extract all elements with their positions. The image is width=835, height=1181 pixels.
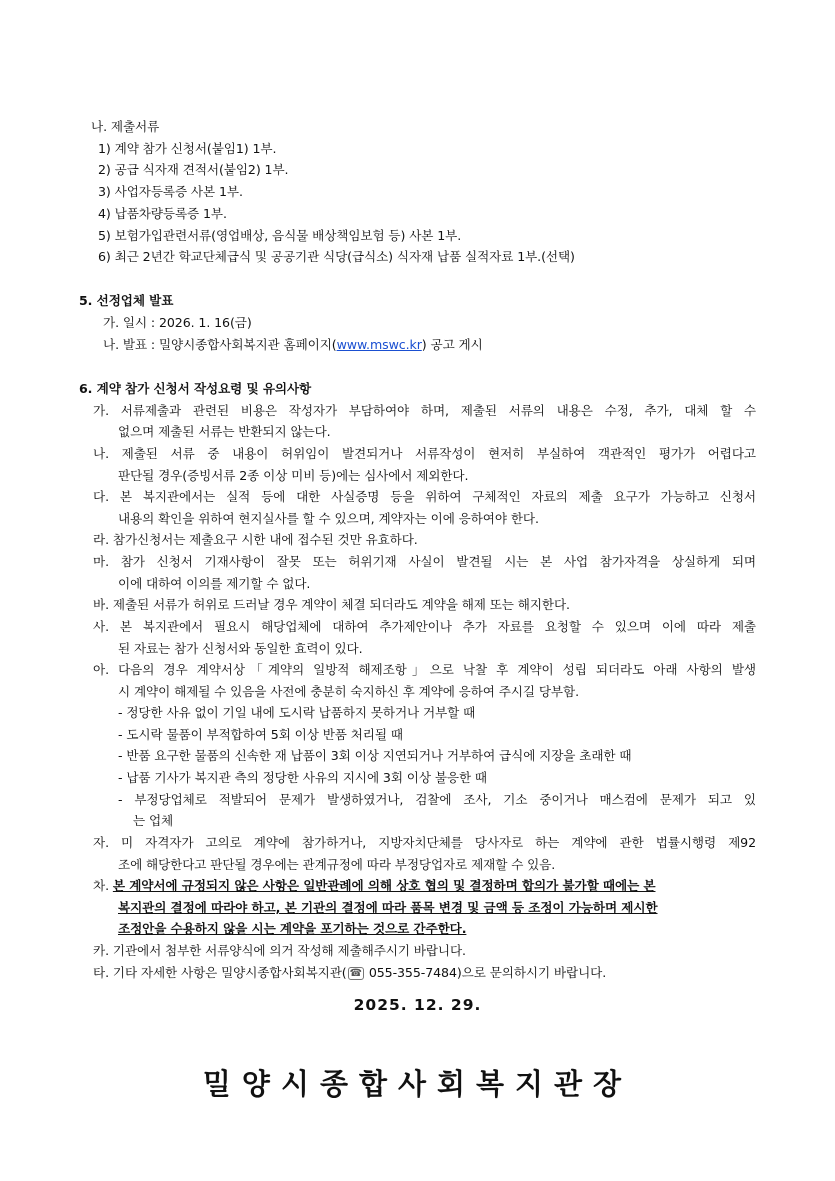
clause-ga-line2: 없으며 제출된 서류는 반환되지 않는다. (118, 424, 331, 439)
clause-ta-suffix: 055-355-7484)으로 문의하시기 바랍니다. (364, 965, 607, 980)
clause-da-line1: 다. 본 복지관에서는 실적 등에 대한 사실증명 등을 위하여 구체적인 자료의 제출 요구가 가능하고 신청서 (93, 489, 756, 504)
clause-cha-emphasis-2: 복지관의 결정에 따라야 하고, 본 기관의 결정에 따라 품목 변경 및 금액 등 조정이 가능하며 제시한 (118, 900, 658, 915)
clause-da-line2: 내용의 확인을 위하여 현지실사를 할 수 있으며, 계약자는 이에 응하여야 한다. (118, 511, 539, 526)
submission-doc-item: 3) 사업자등록증 사본 1부. (98, 184, 243, 199)
clause-a-line2: 시 계약이 해제될 수 있음을 사전에 충분히 숙지하신 후 계약에 응하여 주시길 당부함. (118, 684, 579, 699)
submission-doc-item: 2) 공급 식자재 견적서(붙임2) 1부. (98, 162, 289, 177)
notice-suffix: ) 공고 게시 (421, 337, 483, 352)
clause-sa-line2: 된 자료는 참가 신청서와 동일한 효력이 있다. (118, 641, 363, 656)
submission-doc-item: 6) 최근 2년간 학교단체급식 및 공공기관 식당(급식소) 식자재 납품 실적자료 1부.(선택) (98, 249, 575, 264)
clause-ma-line2: 이에 대하여 이의를 제기할 수 없다. (118, 576, 311, 591)
clause-ta-prefix: 타. 기타 자세한 사항은 밀양시종합사회복지관( (93, 965, 347, 980)
clause-na-line2: 판단될 경우(증빙서류 2종 이상 미비 등)에는 심사에서 제외한다. (118, 468, 469, 483)
submission-doc-item: 5) 보험가입관련서류(영업배상, 음식물 배상책임보험 등) 사본 1부. (98, 228, 462, 243)
clause-ja-line1: 자. 미 자격자가 고의로 계약에 참가하거나, 지방자치단체를 당사자로 하는 계약에 관한 법률시행령 제92 (93, 835, 756, 850)
announcement-date: 가. 일시 : 2026. 1. 16(금) (103, 315, 252, 330)
clause-ba: 바. 제출된 서류가 허위로 드러날 경우 계약이 체결 되더라도 계약을 해제 또는 해지한다. (93, 597, 570, 612)
clause-a-bullet: - 납품 기사가 복지관 측의 정당한 사유의 지시에 3회 이상 불응한 때 (118, 770, 487, 785)
section6-heading: 6. 계약 참가 신청서 작성요령 및 유의사항 (79, 381, 312, 396)
clause-cha-emphasis-1: 본 계약서에 규정되지 않은 사항은 일반관례에 의해 상호 협의 및 결정하며 합의가 불가할 때에는 본 (112, 878, 656, 893)
clause-a-bullet: - 부정당업체로 적발되어 문제가 발생하였거나, 검찰에 조사, 기소 중이거나 매스컴에 문제가 되고 있 (118, 792, 756, 807)
clause-sa-line1: 사. 본 복지관에서 필요시 해당업체에 대하여 추가제안이나 추가 자료를 요청할 수 있으며 이에 따라 제출 (93, 619, 756, 634)
announcement-notice (103, 335, 483, 355)
submission-docs-heading: 나. 제출서류 (91, 119, 160, 134)
clause-a-bullet: - 반품 요구한 물품의 신속한 재 납품이 3회 이상 지연되거나 거부하여 급식에 지장을 초래한 때 (118, 748, 632, 763)
clause-cha-line1 (93, 876, 756, 896)
clause-cha-prefix: 차. (93, 878, 113, 893)
clause-ka: 카. 기관에서 첨부한 서류양식에 의거 작성해 제출해주시기 바랍니다. (93, 943, 466, 958)
submission-doc-item: 4) 납품차량등록증 1부. (98, 206, 227, 221)
clause-a-bullet: - 도시락 물품이 부적합하여 5회 이상 반품 처리될 때 (118, 727, 403, 742)
clause-cha-emphasis-3: 조정안을 수용하지 않을 시는 계약을 포기하는 것으로 간주한다. (118, 921, 467, 936)
section5-heading: 5. 선정업체 발표 (79, 293, 174, 308)
submission-doc-item: 1) 계약 참가 신청서(붙임1) 1부. (98, 141, 277, 156)
issue-date: 2025. 12. 29. (353, 996, 482, 1014)
clause-ta (93, 963, 606, 983)
signature-title: 밀양시종합사회복지관장 (202, 1067, 633, 1101)
clause-a-bullet: - 정당한 사유 없이 기일 내에 도시락 납품하지 못하거나 거부할 때 (118, 705, 476, 720)
phone-icon: ☎ (349, 968, 362, 979)
notice-prefix: 나. 발표 : 밀양시종합사회복지관 홈페이지( (103, 337, 337, 352)
homepage-link[interactable]: www.mswc.kr (336, 337, 422, 352)
clause-ga-line1: 가. 서류제출과 관련된 비용은 작성자가 부담하여야 하며, 제출된 서류의 내용은 수정, 추가, 대체 할 수 (93, 403, 756, 418)
clause-a-line1: 아. 다음의 경우 계약서상「계약의 일방적 해제조항」으로 낙찰 후 계약이 성립 되더라도 아래 사항의 발생 (93, 662, 756, 677)
clause-a-bullet-cont: 는 업체 (133, 813, 174, 828)
clause-ma-line1: 마. 참가 신청서 기재사항이 잘못 또는 허위기재 사실이 발견될 시는 본 사업 참가자격을 상실하게 되며 (93, 554, 756, 569)
clause-ja-line2: 조에 해당한다고 판단될 경우에는 관계규정에 따라 부정당업자로 제재할 수 있음. (118, 857, 556, 872)
clause-na-line1: 나. 제출된 서류 중 내용이 허위임이 발견되거나 서류작성이 현저히 부실하여 객관적인 평가가 어렵다고 (93, 446, 756, 461)
clause-ra: 라. 참가신청서는 제출요구 시한 내에 접수된 것만 유효하다. (93, 532, 418, 547)
